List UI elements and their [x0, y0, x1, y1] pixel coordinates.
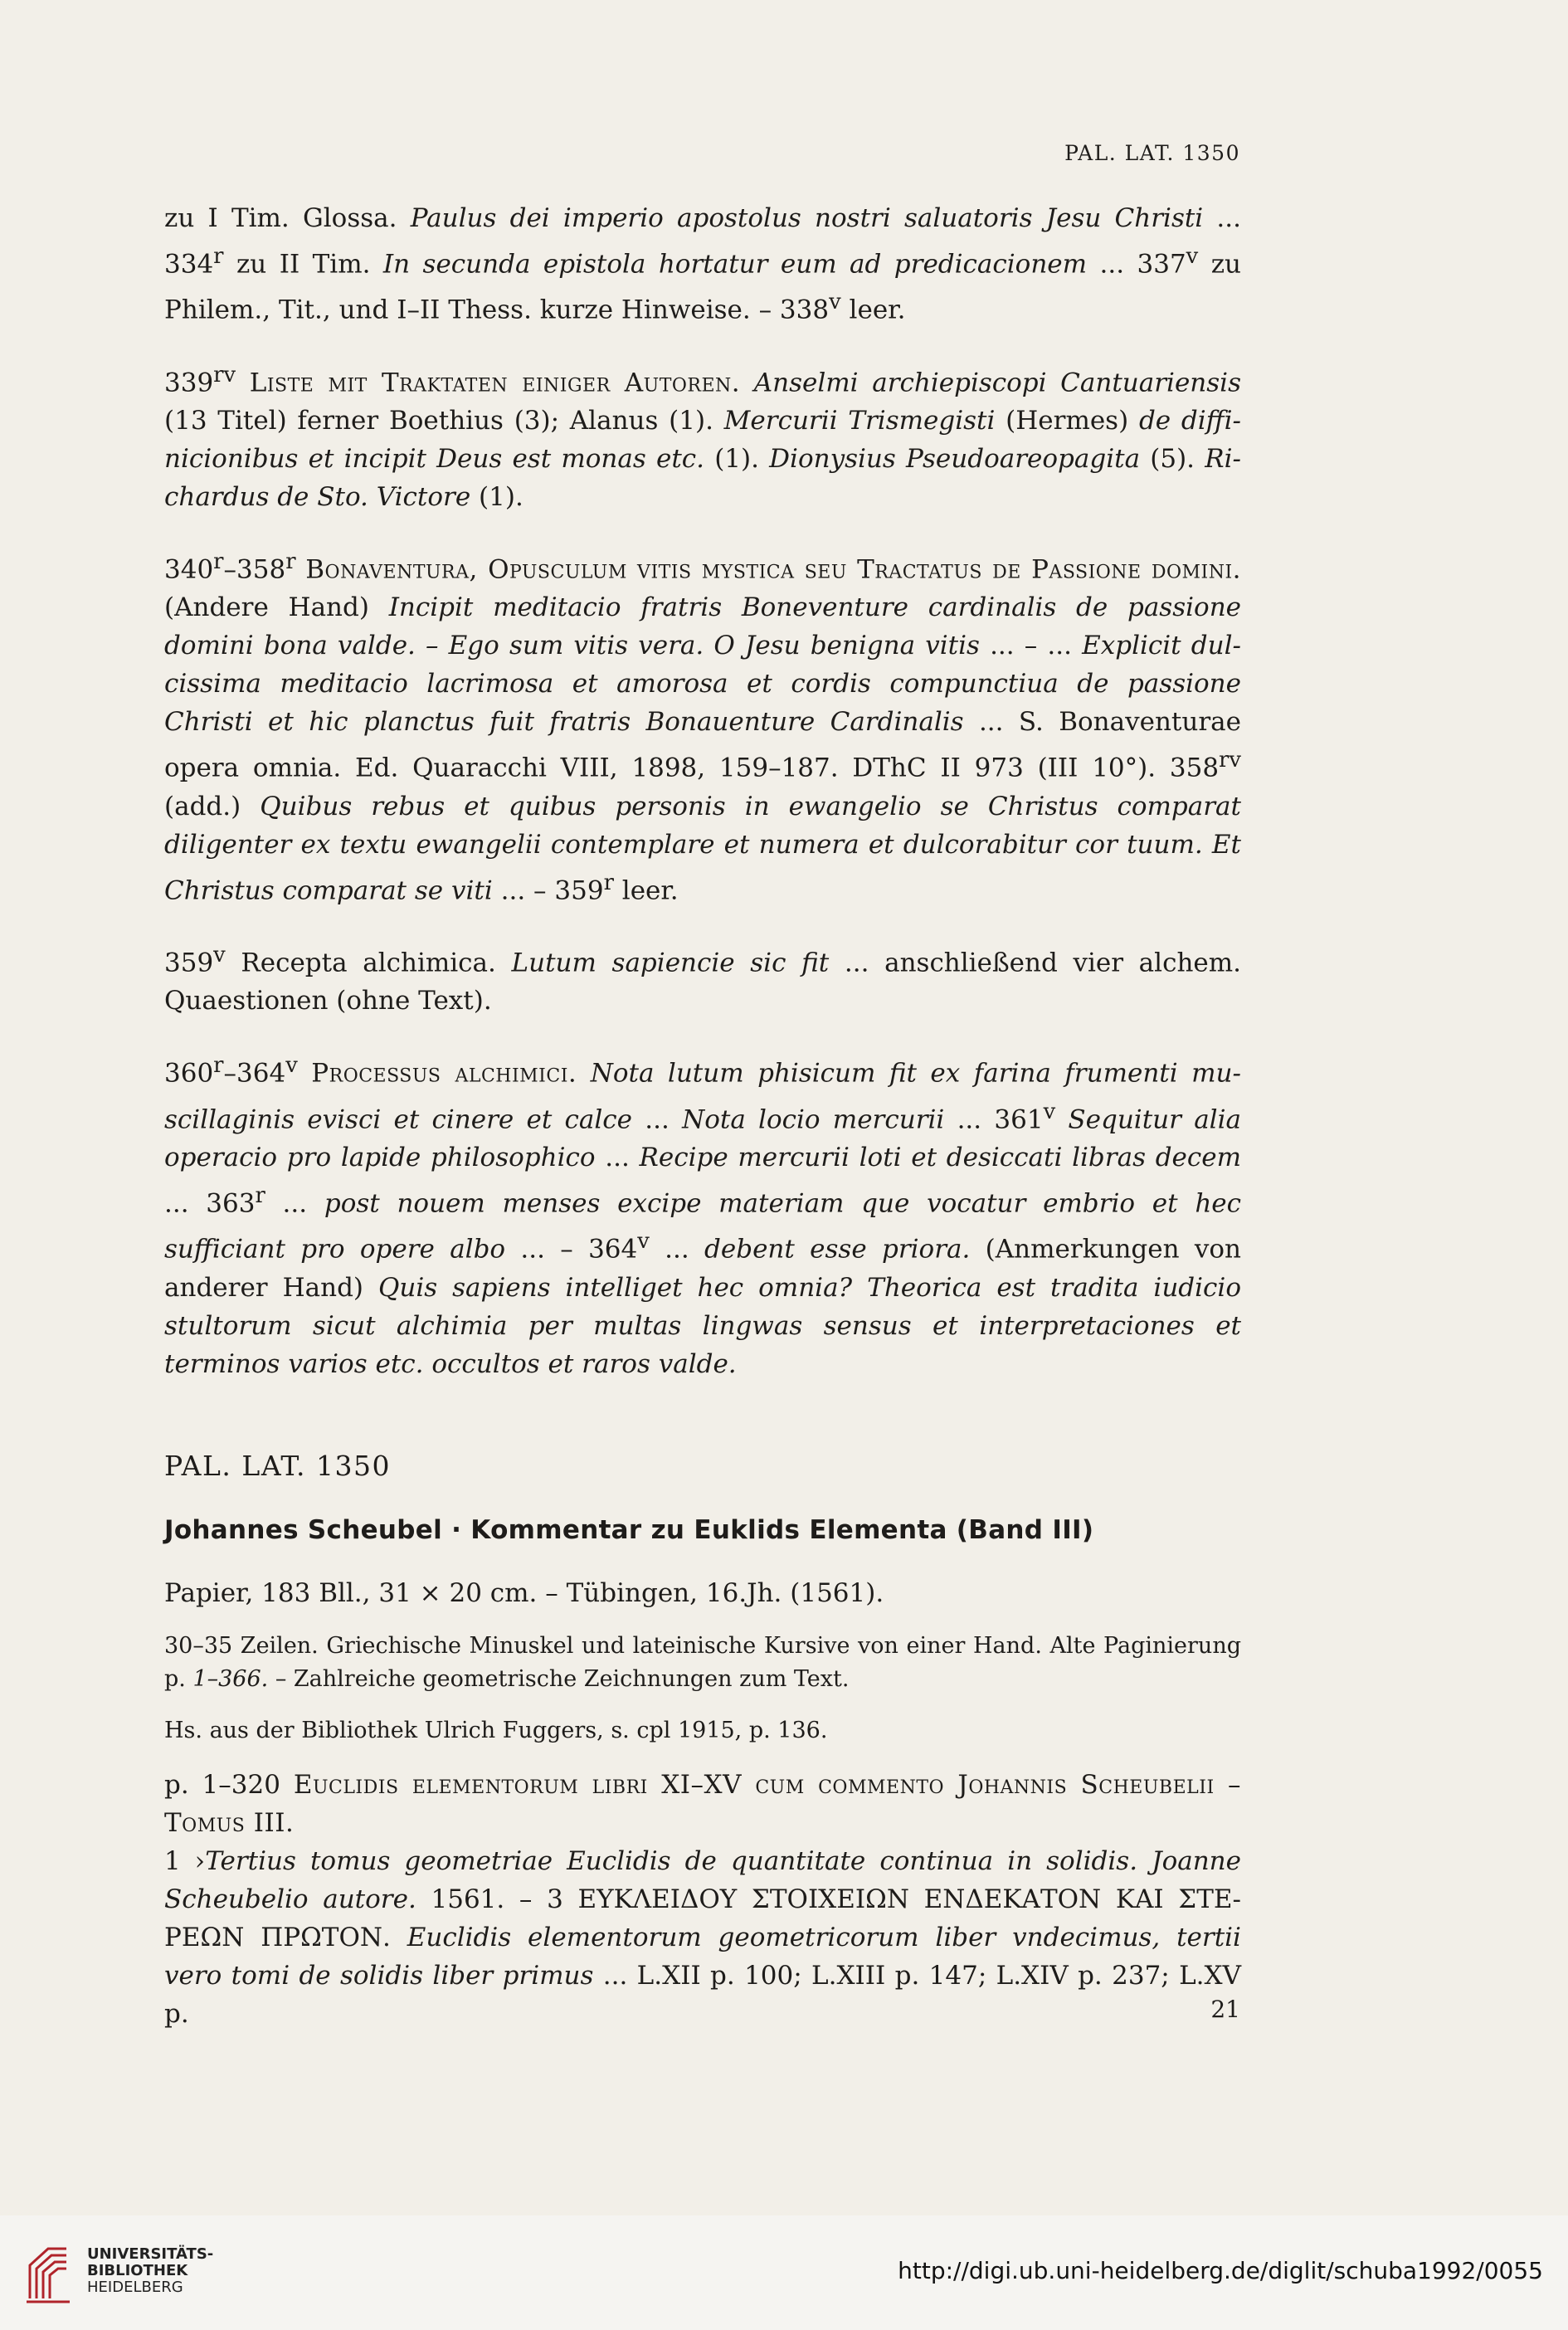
library-logo-icon — [23, 2240, 73, 2307]
logo-line-3: HEIDELBERG — [87, 2279, 183, 2296]
content-euclidis: p. 1–320 Euclidis elementorum libri XI–XV cum commento Johannis Scheubelii – Tomus III. 1 ›Tertius tomus geometriae Euclidis de quantitate continua in solidis. Joanne Scheubelio autore. 1561. – 3 ΕΥΚΛΕΙΔΟΥ ΣΤΟΙΧΕΙΩΝ ΕΝΔΕΚΑΤΟΝ ΚΑΙ ΣΤΕΡΕΩΝ ΠΡΩΤΟΝ. Euclidis elementorum geometricorum liber vndecimus, tertii vero tomi de solidis liber primus ... L.XII p. 100; L.XIII p. 147; L.XIV p. 237; L.XV p. — [164, 1769, 1242, 2029]
entry-recepta-alchimica: 359$^v$ Recepta alchimica. Lutum sapiencie sic fit ... anschließend vier alchem. Quaestionen (ohne Text). — [164, 942, 1241, 1016]
running-head: PAL. LAT. 1350 — [1064, 141, 1240, 165]
logo-line-2: BIBLIOTHEK — [87, 2262, 188, 2279]
entry-processus-alchimici: 360$^r$–364$^v$ Processus alchimici. Nota lutum phisicum fit ex farina frumenti muscillaginis evisci et cinere et calce ... Nota locio mercurii ... 361$^v$ Sequitur alia operacio pro lapide philosophico ... Recipe mercurii loti et desiccati libras decem ... 363$^r$ ... post nouem menses excipe materiam que vocatur embrio et hec sufficiant pro opere albo ... – 364$^v$ ... debent esse priora. (Anmerkungen von anderer Hand) Quis sapiens intelliget hec omnia? Theorica est tradita iudicio stultorum sicut alchimia per multas lingwas sensus et interpretaciones et terminos varios etc. occultos et raros valde. — [164, 1053, 1242, 1379]
entry-bonaventura: 340$^r$–358$^r$ Bonaventura, Opusculum vitis mystica seu Tractatus de Passione domini. (Andere Hand) Incipit meditacio fratris Boneventure cardinalis de passione domini bona valde. – Ego sum vitis vera. O Jesu benigna vitis ... – ... Explicit dulcissima meditacio lacrimosa et amorosa et cordis compunctiua de passione Christi et hic planctus fuit fratris Bonauenture Cardinalis ... S. Bonaventurae opera omnia. Ed. Quaracchi VIII, 1898, 159–187. DThC II 973 (III 10°). $358^{rv}$ (add.) Quibus rebus et quibus personis in ewangelio se Christus comparat diligenter ex textu ewangelii contemplare et numera et dulcorabitur cor tuum. Et Christus comparat se viti ... – 359$^r$ leer. — [164, 548, 1242, 905]
page-number: 21 — [1210, 1996, 1240, 2023]
provenance: Hs. aus der Bibliothek Ulrich Fuggers, s. cpl 1915, p. 136. — [164, 1717, 828, 1743]
work-title: Johannes Scheubel · Kommentar zu Euklids Elementa (Band III) — [164, 1514, 1094, 1545]
physical-description: Papier, 183 Bll., 31 × 20 cm. – Tübingen, 16.Jh. (1561). — [164, 1577, 884, 1608]
entry-liste-traktaten: $339^{rv}$ Liste mit Traktaten einiger Autoren. Anselmi archiepiscopi Cantuariensis (13 Titel) ferner Boethius (3); Alanus (1). Mercurii Trismegisti (Hermes) de diffinicionibus et incipit Deus est monas etc. (1). Dionysius Pseudoareopagita (5). Richardus de Sto. Victore (1). — [164, 362, 1242, 512]
entry-glossa: zu I Tim. Glossa. Paulus dei imperio apostolus nostri saluatoris Jesu Christi ... 334$^r$ zu II Tim. In secunda epistola hortatur eum ad predicacionem ... 337$^v$ zu Philem., Tit., und I–II Thess. kurze Hinweise. – 338$^v$ leer. — [164, 203, 1241, 325]
script-description: 30–35 Zeilen. Griechische Minuskel und lateinische Kursive von einer Hand. Alte Paginierung p. 1–366. – Zahlreiche geometrische Zeichnungen zum Text. — [164, 1632, 1241, 1692]
permalink-url[interactable]: http://digi.ub.uni-heidelberg.de/diglit/schuba1992/0055 — [898, 2257, 1543, 2284]
logo-line-1: UNIVERSITÄTS- — [87, 2245, 214, 2263]
library-logo-text — [87, 2246, 213, 2296]
section-title: PAL. LAT. 1350 — [164, 1449, 391, 1482]
footer-bar — [0, 2215, 1568, 2330]
text-column — [164, 199, 1241, 2059]
